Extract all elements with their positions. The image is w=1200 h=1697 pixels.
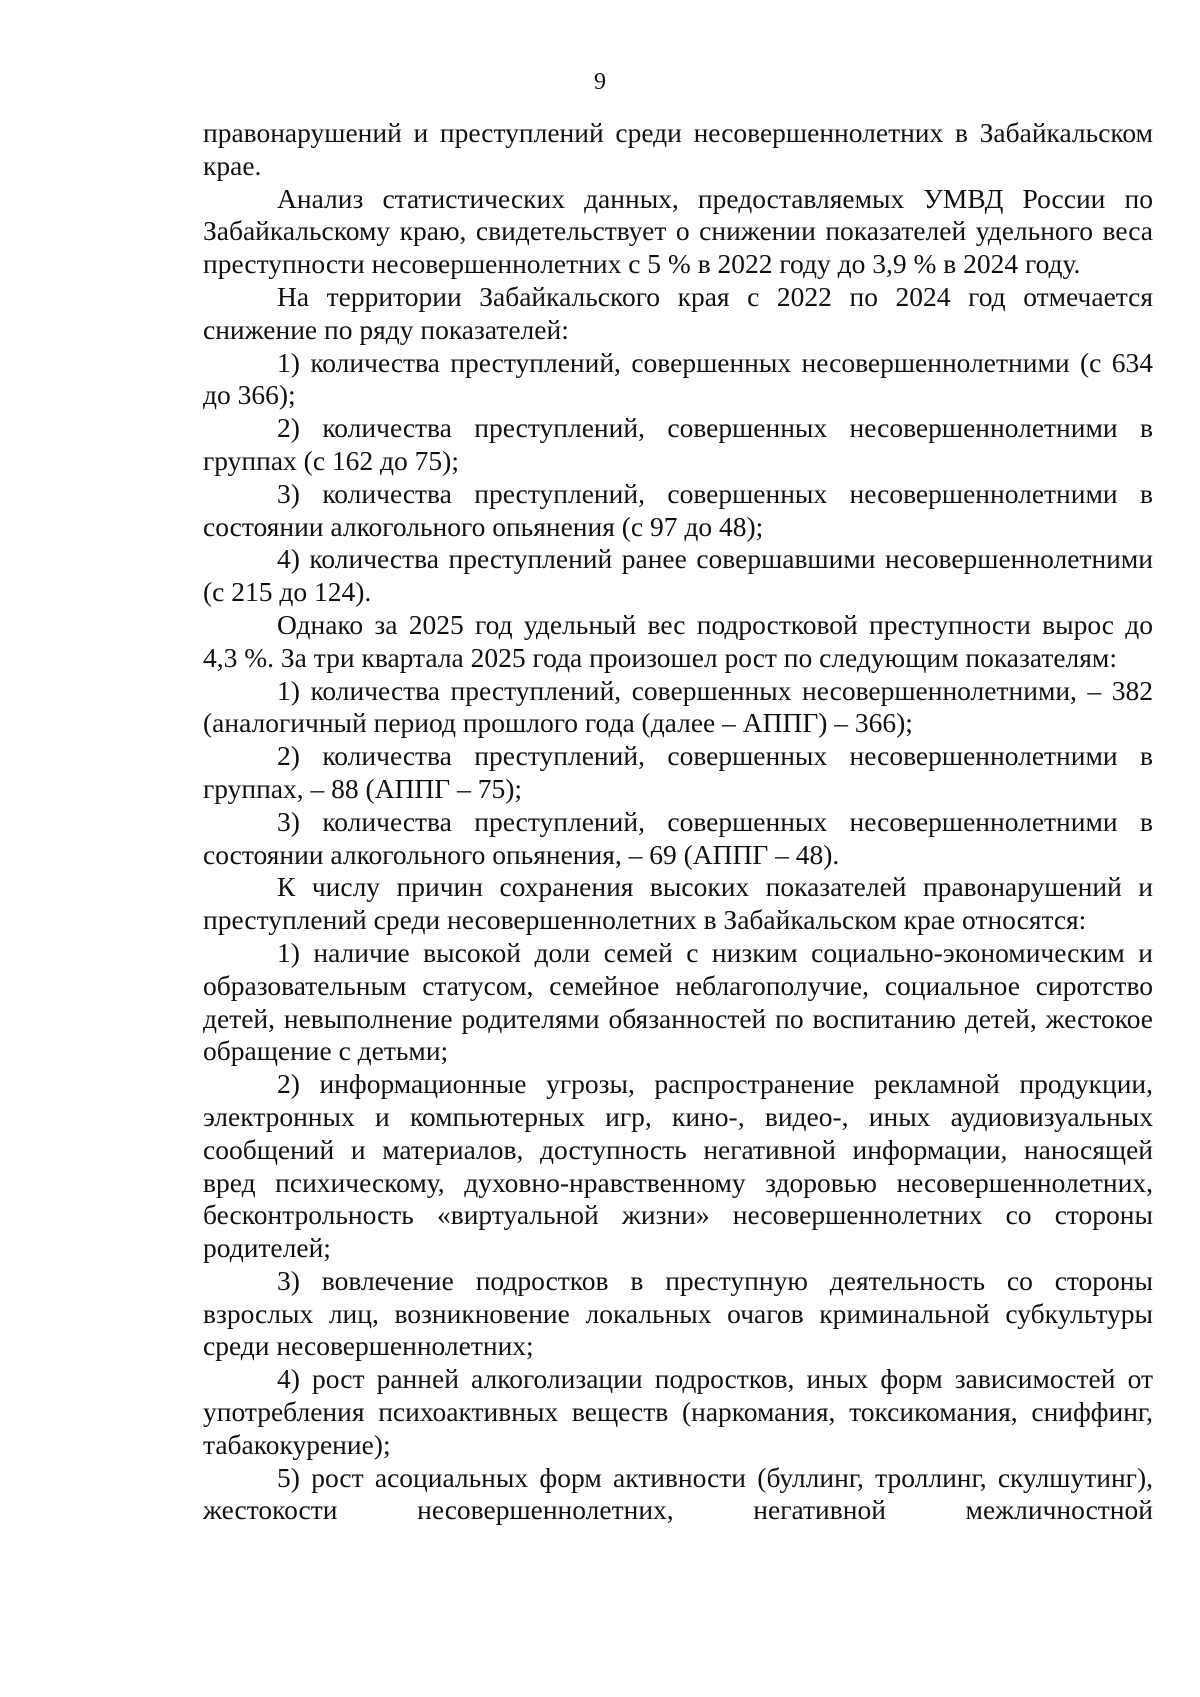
list-item: 3) вовлечение подростков в преступную деятельность со стороны взрослых лиц, возникновение локальных очагов криминальной субкультуры среди несовершеннолетних;: [203, 1264, 1153, 1362]
paragraph: Анализ статистических данных, предоставляемых УМВД России по Забайкальскому краю, свидетельствует о снижении показателей удельного веса преступности несовершеннолетних с 5 % в 2022 году до 3,9 % в 2024 году.: [203, 182, 1153, 280]
list-item: 4) количества преступлений ранее совершавшими несовершеннолетними (с 215 до 124).: [203, 543, 1153, 608]
paragraph: На территории Забайкальского края с 2022 по 2024 год отмечается снижение по ряду показателей:: [203, 280, 1153, 345]
paragraph: К числу причин сохранения высоких показателей правонарушений и преступлений среди несовершеннолетних в Забайкальском крае относятся:: [203, 871, 1153, 936]
list-item: 1) наличие высокой доли семей с низким социально-экономическим и образовательным статусом, семейное неблагополучие, социальное сиротство детей, невыполнение родителями обязанностей по воспитанию детей, жестокое обращение с детьми;: [203, 936, 1153, 1067]
page-number: 9: [594, 69, 606, 95]
list-item: 2) количества преступлений, совершенных несовершеннолетними в группах, – 88 (АППГ – 75);: [203, 740, 1153, 804]
list-item: 4) рост ранней алкоголизации подростков, иных форм зависимостей от употребления психоактивных веществ (наркомания, токсикомания, сниффинг, табакокурение);: [203, 1363, 1153, 1460]
list-item: 1) количества преступлений, совершенных несовершеннолетними (с 634 до 366);: [203, 346, 1153, 411]
list-item: 3) количества преступлений, совершенных несовершеннолетними в состоянии алкогольного опьянения (с 97 до 48);: [203, 477, 1153, 542]
paragraph: Однако за 2025 год удельный вес подростковой преступности вырос до 4,3 %. За три квартала 2025 года произошел рост по следующим показателям:: [203, 608, 1153, 673]
list-item: 1) количества преступлений, совершенных несовершеннолетними, – 382 (аналогичный период прошлого года (далее – АППГ) – 366);: [203, 674, 1153, 739]
paragraph: правонарушений и преступлений среди несовершеннолетних в Забайкальском крае.: [203, 117, 1153, 181]
list-item: 2) информационные угрозы, распространение рекламной продукции, электронных и компьютерных игр, кино-, видео-, иных аудиовизуальных сообщений и материалов, доступность негативной информации, наносящей вред психическому, духовно-нравственному здоровью несовершеннолетних, бесконтрольность «виртуальной жизни» несовершеннолетних со стороны родителей;: [203, 1068, 1153, 1264]
list-item: 5) рост асоциальных форм активности (буллинг, троллинг, скулшутинг), жестокости несовершеннолетних, негативной межличностной: [203, 1461, 1153, 1526]
document-body: [203, 117, 1153, 1527]
list-item: 3) количества преступлений, совершенных несовершеннолетними в состоянии алкогольного опьянения, – 69 (АППГ – 48).: [203, 805, 1153, 870]
list-item: 2) количества преступлений, совершенных несовершеннолетними в группах (с 162 до 75);: [203, 412, 1153, 476]
